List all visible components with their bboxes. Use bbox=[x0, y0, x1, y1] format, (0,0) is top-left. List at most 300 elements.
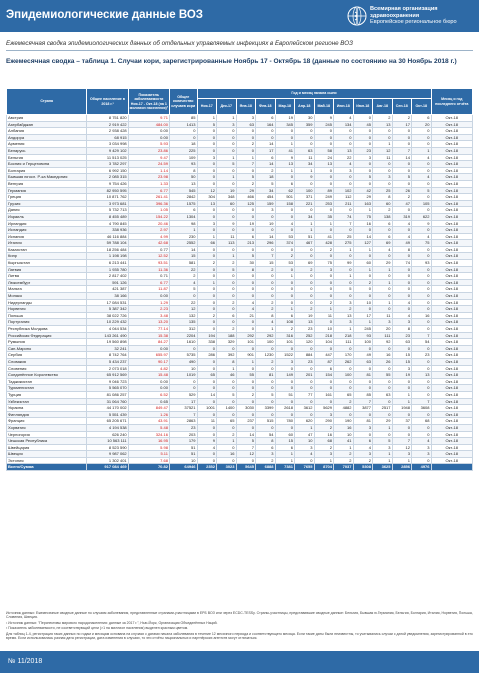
cell-month-cases: 29 bbox=[373, 418, 393, 425]
cell-month-cases: 1 bbox=[373, 299, 393, 306]
table-row bbox=[7, 438, 473, 445]
cell-month-cases: 125 bbox=[236, 200, 256, 207]
cell-month-cases: 4 bbox=[392, 220, 412, 227]
cell-incidence: 4.99 bbox=[128, 233, 169, 240]
cell-month-cases: 6 bbox=[256, 115, 276, 122]
cell-month-cases: 0 bbox=[256, 398, 276, 405]
col-header-last-report: Месяц и год последнего отчёта bbox=[431, 89, 473, 115]
cell-population: 2 938 428 bbox=[87, 128, 128, 135]
cell-month-cases: 1 bbox=[236, 358, 256, 365]
cell-country: Исландия bbox=[7, 227, 87, 234]
cell-incidence: 23.98 bbox=[128, 174, 169, 181]
cell-total-cases: 85 bbox=[169, 115, 197, 122]
cell-month-cases: 2 bbox=[217, 431, 237, 438]
table-row bbox=[7, 147, 473, 154]
cell-population: 4 790 845 bbox=[87, 220, 128, 227]
cell-month-cases: 17 bbox=[392, 121, 412, 128]
cell-last-report: Окт-18 bbox=[431, 326, 473, 333]
cell-month-cases: 13 bbox=[295, 319, 315, 326]
table-row bbox=[7, 326, 473, 333]
cell-month-cases: 0 bbox=[236, 398, 256, 405]
cell-month-cases: 8 bbox=[392, 326, 412, 333]
cell-population: 1 302 401 bbox=[87, 457, 128, 464]
cell-month-cases: 0 bbox=[275, 398, 295, 405]
cell-month-cases: 2 bbox=[392, 115, 412, 122]
cell-month-cases: 0 bbox=[314, 128, 334, 135]
col-header-month: Май-18 bbox=[314, 99, 334, 115]
cell-month-cases: 5 bbox=[334, 286, 354, 293]
cell-month-cases: 0 bbox=[197, 167, 217, 174]
cell-month-cases: 14 bbox=[256, 233, 276, 240]
cell-population: 591 126 bbox=[87, 279, 128, 286]
cell-population: 8 742 764 bbox=[87, 352, 128, 359]
cell-country: Швеция bbox=[7, 451, 87, 458]
cell-month-cases: 20 bbox=[373, 326, 393, 333]
cell-month-cases: 0 bbox=[217, 207, 237, 214]
table-row bbox=[7, 405, 473, 412]
table-total-row bbox=[7, 464, 473, 471]
cell-month-cases: 1 bbox=[412, 147, 432, 154]
cell-month-cases: 81 bbox=[353, 418, 373, 425]
cell-total-cases: 2842 bbox=[169, 194, 197, 201]
cell-country: Мальта bbox=[7, 286, 87, 293]
cell-month-cases: 0 bbox=[353, 227, 373, 234]
cell-month-cases: 0 bbox=[412, 194, 432, 201]
col-header-month: Янв-18 bbox=[236, 99, 256, 115]
cell-month-cases: 2 bbox=[295, 306, 315, 313]
table-row bbox=[7, 451, 473, 458]
cell-month-cases: 0 bbox=[295, 385, 315, 392]
cell-month-cases: 6 bbox=[373, 220, 393, 227]
divider bbox=[6, 50, 473, 51]
cell-month-cases: 3023 bbox=[217, 464, 237, 471]
cell-month-cases: 8 bbox=[256, 438, 276, 445]
cell-population: 9 429 102 bbox=[87, 147, 128, 154]
col-header-month: Фев-18 bbox=[256, 99, 276, 115]
cell-month-cases: 0 bbox=[236, 227, 256, 234]
cell-month-cases: 0 bbox=[197, 378, 217, 385]
cell-incidence: 1.26 bbox=[128, 411, 169, 418]
cell-country: Болгария bbox=[7, 167, 87, 174]
cell-month-cases: 26 bbox=[373, 358, 393, 365]
cell-month-cases: 47 bbox=[295, 431, 315, 438]
cell-month-cases: 161 bbox=[314, 391, 334, 398]
cell-country: Грузия bbox=[7, 200, 87, 207]
cell-month-cases: 9 bbox=[275, 154, 295, 161]
cell-month-cases: 0 bbox=[256, 424, 276, 431]
cell-month-cases: 74 bbox=[334, 213, 354, 220]
cell-total-cases: 23 bbox=[169, 424, 197, 431]
cell-month-cases: 1 bbox=[217, 438, 237, 445]
footnotes bbox=[6, 611, 473, 641]
cell-month-cases: 0 bbox=[373, 128, 393, 135]
cell-month-cases: 253 bbox=[314, 200, 334, 207]
cell-last-report: Окт-18 bbox=[431, 147, 473, 154]
cell-month-cases: 0 bbox=[236, 293, 256, 300]
cell-month-cases: 0 bbox=[295, 207, 315, 214]
cell-last-report: Окт-18 bbox=[431, 154, 473, 161]
cell-total-cases: 13 bbox=[169, 180, 197, 187]
cell-month-cases: 14 bbox=[392, 154, 412, 161]
cell-month-cases: 0 bbox=[217, 444, 237, 451]
cell-month-cases: 0 bbox=[217, 147, 237, 154]
table-row bbox=[7, 141, 473, 148]
cell-month-cases: 0 bbox=[256, 286, 276, 293]
table-row bbox=[7, 431, 473, 438]
cell-month-cases: 0 bbox=[295, 180, 315, 187]
cell-month-cases: 0 bbox=[275, 246, 295, 253]
table-row bbox=[7, 299, 473, 306]
cell-month-cases: 1 bbox=[334, 326, 354, 333]
cell-incidence: 23.86 bbox=[128, 147, 169, 154]
cell-last-report: Окт-18 bbox=[431, 418, 473, 425]
cell-month-cases: 0 bbox=[217, 227, 237, 234]
cell-month-cases: 0 bbox=[197, 207, 217, 214]
cell-month-cases: 5 bbox=[256, 391, 276, 398]
table-title: Ежемесячная сводка – таблица 1. Случаи кори, зарегистрированные Ноябрь 17 - Октябрь 18 (данные по состоянию на 30 Ноябрь 2018 г.) bbox=[6, 58, 457, 65]
cell-month-cases: 374 bbox=[275, 240, 295, 247]
cell-month-cases: 292 bbox=[236, 332, 256, 339]
cell-month-cases: 0 bbox=[314, 385, 334, 392]
cell-month-cases: 4 bbox=[236, 299, 256, 306]
cell-month-cases: 5308 bbox=[353, 464, 373, 471]
cell-month-cases: 1 bbox=[392, 457, 412, 464]
cell-month-cases: 2 bbox=[334, 398, 354, 405]
cell-total-cases: 0 bbox=[169, 134, 197, 141]
cell-month-cases: 35 bbox=[314, 213, 334, 220]
cell-month-cases: 4 bbox=[412, 233, 432, 240]
cell-population: 10 563 111 bbox=[87, 438, 128, 445]
cell-total-cases: 2204 bbox=[169, 332, 197, 339]
cell-month-cases: 3 bbox=[334, 167, 354, 174]
cell-total-cases: 6 bbox=[169, 207, 197, 214]
cell-month-cases: 0 bbox=[334, 411, 354, 418]
cell-month-cases: 4882 bbox=[334, 405, 354, 412]
cell-population: 65 205 671 bbox=[87, 418, 128, 425]
page-title: Эпидемиологические данные ВОЗ bbox=[6, 9, 203, 21]
cell-month-cases: 190 bbox=[334, 418, 354, 425]
cell-month-cases: 0 bbox=[197, 134, 217, 141]
cell-month-cases: 0 bbox=[295, 293, 315, 300]
cell-total-cases: 37521 bbox=[169, 405, 197, 412]
cell-month-cases: 101 bbox=[236, 339, 256, 346]
table-row bbox=[7, 385, 473, 392]
cell-month-cases: 25 bbox=[334, 233, 354, 240]
cell-month-cases: 8 bbox=[392, 246, 412, 253]
cell-month-cases: 296 bbox=[256, 240, 276, 247]
cell-month-cases: 55 bbox=[373, 372, 393, 379]
cell-month-cases: 3 bbox=[256, 207, 276, 214]
cell-incidence: 7.68 bbox=[128, 457, 169, 464]
cell-country: Бывшая югосл. Р-ка Македония bbox=[7, 174, 87, 181]
cell-month-cases: 2 bbox=[236, 141, 256, 148]
cell-month-cases: 5 bbox=[197, 121, 217, 128]
cell-month-cases: 0 bbox=[353, 134, 373, 141]
cell-month-cases: 0 bbox=[236, 385, 256, 392]
cell-month-cases: 25 bbox=[373, 187, 393, 194]
cell-month-cases: 170 bbox=[334, 352, 354, 359]
cell-month-cases: 0 bbox=[334, 293, 354, 300]
cell-month-cases: 11 bbox=[373, 154, 393, 161]
cell-month-cases: 0 bbox=[412, 345, 432, 352]
cell-month-cases: 3030 bbox=[236, 405, 256, 412]
cell-month-cases: 7381 bbox=[275, 464, 295, 471]
cell-month-cases: 0 bbox=[295, 273, 315, 280]
cell-incidence: 3.48 bbox=[128, 312, 169, 319]
table-row bbox=[7, 411, 473, 418]
cell-month-cases: 4 bbox=[334, 161, 354, 168]
cell-month-cases: 2 bbox=[275, 326, 295, 333]
cell-month-cases: 0 bbox=[314, 180, 334, 187]
cell-month-cases: 0 bbox=[314, 167, 334, 174]
cell-month-cases: 120 bbox=[295, 339, 315, 346]
cell-incidence: 5.93 bbox=[128, 141, 169, 148]
cell-country: Черногория bbox=[7, 431, 87, 438]
cell-last-report: Окт-18 bbox=[431, 352, 473, 359]
cell-month-cases: 5 bbox=[373, 438, 393, 445]
table-row bbox=[7, 372, 473, 379]
cell-month-cases: 0 bbox=[412, 180, 432, 187]
table-row bbox=[7, 240, 473, 247]
cell-month-cases: 14 bbox=[256, 141, 276, 148]
cell-month-cases: 0 bbox=[236, 319, 256, 326]
cell-incidence: 849.47 bbox=[128, 405, 169, 412]
cell-month-cases: 29 bbox=[353, 194, 373, 201]
cell-month-cases: 0 bbox=[334, 266, 354, 273]
cell-month-cases: 0 bbox=[373, 345, 393, 352]
cell-last-report: Окт-18 bbox=[431, 398, 473, 405]
cell-month-cases: 188 bbox=[217, 332, 237, 339]
cell-last-report: Окт-18 bbox=[431, 391, 473, 398]
cell-month-cases: 2 bbox=[373, 207, 393, 214]
cell-month-cases: 0 bbox=[295, 345, 315, 352]
cell-month-cases: 0 bbox=[314, 319, 334, 326]
cell-month-cases: 292 bbox=[256, 332, 276, 339]
cell-month-cases: 6 bbox=[373, 233, 393, 240]
cell-month-cases: 237 bbox=[236, 418, 256, 425]
cell-last-report: Окт-18 bbox=[431, 306, 473, 313]
cell-last-report: Окт-18 bbox=[431, 128, 473, 135]
cell-month-cases: 0 bbox=[275, 365, 295, 372]
cell-month-cases: 5 bbox=[256, 180, 276, 187]
cell-month-cases: 2 bbox=[197, 260, 217, 267]
cell-month-cases: 0 bbox=[412, 207, 432, 214]
cell-month-cases: 17 bbox=[353, 312, 373, 319]
cell-month-cases: 13 bbox=[412, 372, 432, 379]
table-row bbox=[7, 273, 473, 280]
cell-month-cases: 23 bbox=[392, 332, 412, 339]
col-header-month: Авг-18 bbox=[373, 99, 393, 115]
cell-month-cases: 0 bbox=[197, 299, 217, 306]
cell-month-cases: 34 bbox=[256, 187, 276, 194]
cell-month-cases: 0 bbox=[412, 457, 432, 464]
cell-month-cases: 1 bbox=[217, 253, 237, 260]
cell-month-cases: 329 bbox=[217, 339, 237, 346]
cell-month-cases: 0 bbox=[275, 385, 295, 392]
cell-population: 5 551 439 bbox=[87, 411, 128, 418]
cell-month-cases: 0 bbox=[412, 293, 432, 300]
cell-last-report: Окт-18 bbox=[431, 444, 473, 451]
cell-country: Турция bbox=[7, 391, 87, 398]
cell-incidence: 6.77 bbox=[128, 279, 169, 286]
cell-total-cases: 0 bbox=[169, 293, 197, 300]
cell-month-cases: 127 bbox=[353, 240, 373, 247]
cell-month-cases: 0 bbox=[197, 319, 217, 326]
cell-month-cases: 0 bbox=[197, 273, 217, 280]
cell-month-cases: 63 bbox=[295, 147, 315, 154]
table-body bbox=[7, 115, 473, 471]
cell-month-cases: 2 bbox=[197, 312, 217, 319]
cell-month-cases: 26 bbox=[392, 187, 412, 194]
cell-month-cases: 6 bbox=[236, 233, 256, 240]
cell-last-report: Окт-18 bbox=[431, 213, 473, 220]
cell-month-cases: 14 bbox=[197, 391, 217, 398]
cell-population: 4 044 534 bbox=[87, 326, 128, 333]
cell-month-cases: 3 bbox=[353, 154, 373, 161]
cell-month-cases: 194 bbox=[197, 332, 217, 339]
cell-month-cases: 319 bbox=[392, 213, 412, 220]
cell-month-cases: 65 bbox=[217, 418, 237, 425]
cell-month-cases: 0 bbox=[236, 424, 256, 431]
cell-month-cases: 0 bbox=[353, 306, 373, 313]
cell-month-cases: 218 bbox=[314, 332, 334, 339]
cell-month-cases: 9 bbox=[295, 174, 315, 181]
table-row bbox=[7, 339, 473, 346]
cell-month-cases: 0 bbox=[353, 273, 373, 280]
cell-month-cases: 6 bbox=[275, 444, 295, 451]
cell-total-cases: 0 bbox=[169, 385, 197, 392]
cell-month-cases: 0 bbox=[373, 134, 393, 141]
cell-month-cases: 345 bbox=[275, 121, 295, 128]
cell-month-cases: 19 bbox=[256, 220, 276, 227]
cell-month-cases: 0 bbox=[256, 345, 276, 352]
cell-last-report: Окт-18 bbox=[431, 451, 473, 458]
cell-month-cases: 0 bbox=[295, 365, 315, 372]
cell-country: Эстония bbox=[7, 457, 87, 464]
cell-month-cases: 15 bbox=[275, 438, 295, 445]
cell-month-cases: 0 bbox=[275, 174, 295, 181]
cell-total-cases: 1019 bbox=[169, 372, 197, 379]
cell-month-cases: 1 bbox=[275, 141, 295, 148]
table-row bbox=[7, 200, 473, 207]
cell-last-report: Окт-18 bbox=[431, 378, 473, 385]
cell-month-cases: 21 bbox=[236, 312, 256, 319]
cell-country: Хорватия bbox=[7, 424, 87, 431]
table-row bbox=[7, 444, 473, 451]
cell-total-cases: 529 bbox=[169, 391, 197, 398]
cell-last-report: Окт-18 bbox=[431, 134, 473, 141]
table-row bbox=[7, 167, 473, 174]
cell-month-cases: 0 bbox=[314, 207, 334, 214]
cell-month-cases: 0 bbox=[197, 345, 217, 352]
cell-incidence: 0.71 bbox=[128, 273, 169, 280]
cell-month-cases: 19 bbox=[295, 312, 315, 319]
cell-month-cases: 6 bbox=[353, 438, 373, 445]
cell-month-cases: 0 bbox=[353, 365, 373, 372]
cell-month-cases: 9 bbox=[314, 115, 334, 122]
cell-population: 68 915 bbox=[87, 134, 128, 141]
cell-month-cases: 3 bbox=[334, 319, 354, 326]
cell-month-cases: 8 bbox=[373, 194, 393, 201]
cell-month-cases: 6 bbox=[275, 312, 295, 319]
cell-month-cases: 3 bbox=[256, 451, 276, 458]
cell-population: 38 022 726 bbox=[87, 312, 128, 319]
cell-month-cases: 501 bbox=[275, 194, 295, 201]
cell-month-cases: 0 bbox=[295, 279, 315, 286]
cell-population: 2 073 018 bbox=[87, 365, 128, 372]
cell-incidence: 16.95 bbox=[128, 438, 169, 445]
cell-incidence: 9.71 bbox=[128, 115, 169, 122]
cell-month-cases: 3 bbox=[236, 115, 256, 122]
cell-month-cases: 7 bbox=[392, 147, 412, 154]
cell-month-cases: 100 bbox=[334, 372, 354, 379]
cell-month-cases: 112 bbox=[334, 194, 354, 201]
cell-incidence: 0.00 bbox=[128, 385, 169, 392]
cell-month-cases: 2 bbox=[334, 306, 354, 313]
cell-month-cases: 3 bbox=[392, 365, 412, 372]
cell-month-cases: 2 bbox=[314, 246, 334, 253]
cell-month-cases: 19 bbox=[236, 220, 256, 227]
cell-month-cases: 0 bbox=[373, 253, 393, 260]
cell-last-report: Окт-18 bbox=[431, 365, 473, 372]
cell-month-cases: 0 bbox=[256, 293, 276, 300]
cell-country: Кипр bbox=[7, 253, 87, 260]
cell-month-cases: 0 bbox=[217, 180, 237, 187]
cell-month-cases: 0 bbox=[295, 246, 315, 253]
cell-country: Швейцария bbox=[7, 444, 87, 451]
cell-last-report: Окт-18 bbox=[431, 299, 473, 306]
cell-country: Германия bbox=[7, 187, 87, 194]
cell-last-report: Окт-18 bbox=[431, 121, 473, 128]
cell-month-cases: 1 bbox=[334, 444, 354, 451]
cell-incidence: 4.82 bbox=[128, 365, 169, 372]
table-row bbox=[7, 398, 473, 405]
table-row bbox=[7, 279, 473, 286]
cell-month-cases: 0 bbox=[392, 385, 412, 392]
cell-month-cases: 5 bbox=[217, 391, 237, 398]
measles-cases-table bbox=[6, 88, 473, 471]
cell-total-cases: 225 bbox=[169, 147, 197, 154]
cell-month-cases: 0 bbox=[373, 411, 393, 418]
cell-month-cases: 0 bbox=[353, 431, 373, 438]
cell-month-cases: 454 bbox=[256, 194, 276, 201]
cell-country: Люксембург bbox=[7, 279, 87, 286]
table-row bbox=[7, 115, 473, 122]
page-header bbox=[0, 0, 479, 32]
cell-month-cases: 42 bbox=[353, 187, 373, 194]
cell-last-report: Окт-18 bbox=[431, 240, 473, 247]
cell-month-cases: 0 bbox=[197, 286, 217, 293]
cell-total-cases: 64946 bbox=[169, 464, 197, 471]
cell-month-cases: 85 bbox=[353, 391, 373, 398]
cell-month-cases: 8 bbox=[256, 312, 276, 319]
cell-month-cases: 0 bbox=[353, 180, 373, 187]
cell-country: Республика Молдова bbox=[7, 326, 87, 333]
cell-total-cases: 0 bbox=[169, 128, 197, 135]
cell-total-cases: 1575 bbox=[169, 200, 197, 207]
cell-month-cases: 149 bbox=[275, 372, 295, 379]
cell-population: 3 034 998 bbox=[87, 141, 128, 148]
cell-month-cases: 3 bbox=[373, 174, 393, 181]
cell-month-cases: 24 bbox=[314, 154, 334, 161]
cell-month-cases: 0 bbox=[275, 286, 295, 293]
cell-incidence: 484.00 bbox=[128, 121, 169, 128]
cell-last-report: Окт-18 bbox=[431, 266, 473, 273]
cell-month-cases: 7 bbox=[236, 444, 256, 451]
cell-month-cases: 0 bbox=[334, 128, 354, 135]
cell-month-cases: 13 bbox=[373, 121, 393, 128]
cell-last-report: Окт-18 bbox=[431, 293, 473, 300]
